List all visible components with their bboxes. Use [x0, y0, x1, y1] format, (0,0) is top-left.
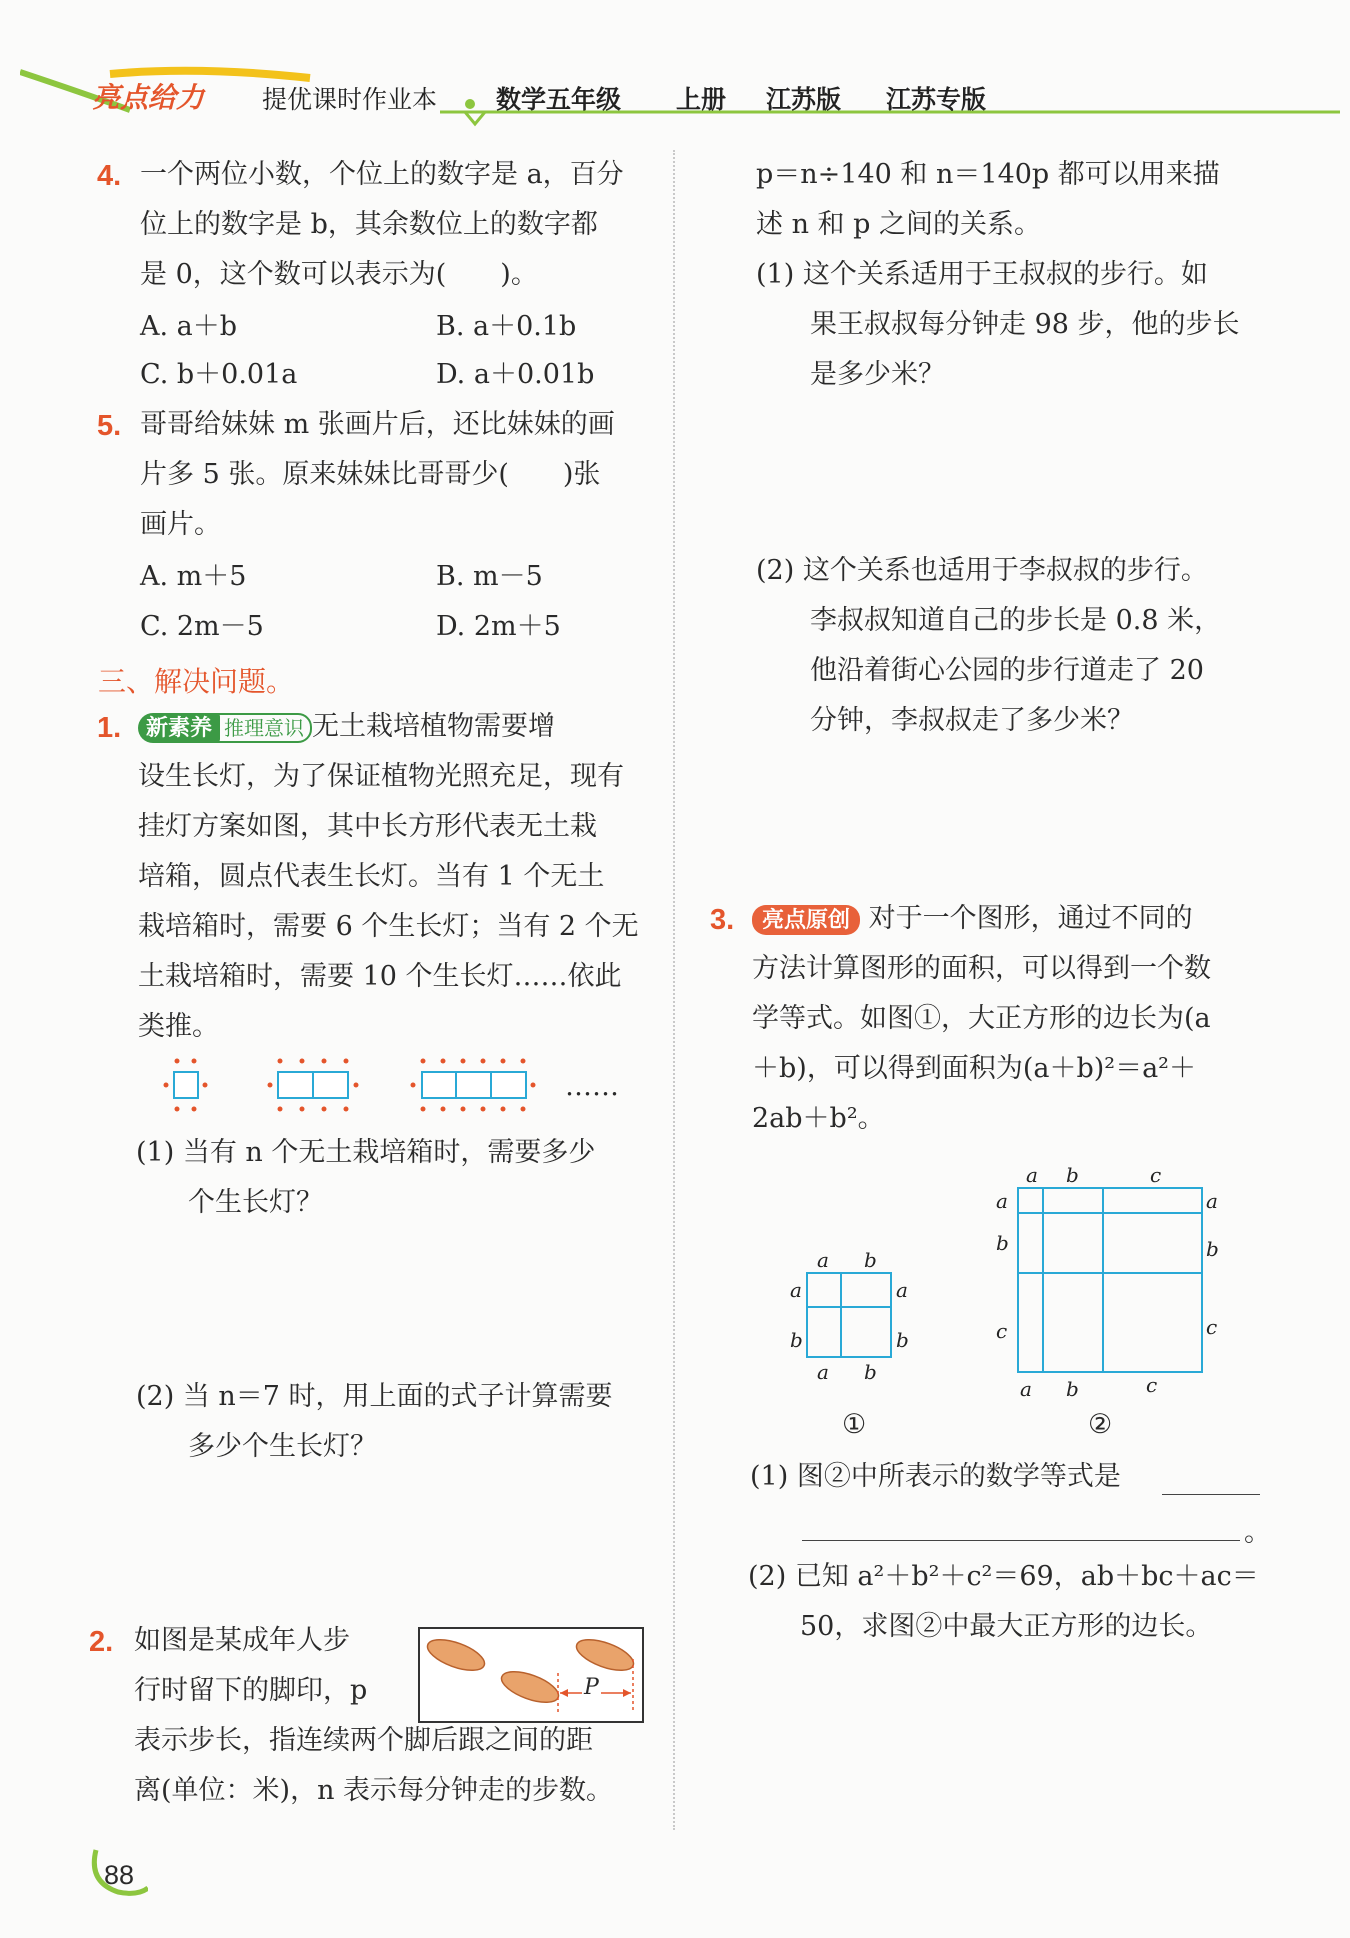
original-tag: 亮点原创 — [752, 905, 860, 935]
text-line: 培箱，圆点代表生长灯。当有 1 个无土 — [138, 861, 605, 892]
text-line: 挂灯方案如图，其中长方形代表无土栽 — [138, 811, 597, 842]
new-literacy-tag: 新素养 — [138, 713, 220, 743]
reasoning-tag: 推理意识 — [216, 713, 312, 743]
svg-text:b: b — [864, 1360, 877, 1384]
svg-text:b: b — [1206, 1237, 1219, 1261]
question-5-number: 5. — [97, 410, 122, 442]
text-line: 分钟，李叔叔走了多少米？ — [810, 705, 1134, 736]
question-4-number: 4. — [97, 160, 122, 192]
svg-text:a: a — [1206, 1189, 1218, 1213]
problem-1-text — [138, 702, 668, 1052]
text-line: 是 0，这个数可以表示为( )。 — [140, 259, 538, 290]
book-title: 提优课时作业本 — [262, 86, 438, 114]
edition-label: 江苏版 — [766, 86, 842, 114]
text-line: ＋b)，可以得到面积为(a＋b)²＝a²＋ — [752, 1053, 1197, 1084]
problem-2-formula-text — [756, 150, 1296, 250]
svg-text:a: a — [1020, 1377, 1032, 1401]
text-line: (2) 当 n＝7 时，用上面的式子计算需要 — [136, 1381, 613, 1412]
problem-2-number: 2. — [89, 1626, 114, 1658]
figure-2-caption: ② — [1088, 1409, 1113, 1440]
square-figure-1 — [780, 1245, 940, 1395]
text-line: 果王叔叔每分钟走 98 步，他的步长 — [810, 309, 1240, 340]
text-line: p＝n÷140 和 n＝140p 都可以用来描 — [756, 159, 1220, 190]
text-line: 离(单位：米)，n 表示每分钟走的步数。 — [134, 1775, 614, 1806]
text-line: 他沿着街心公园的步行道走了 20 — [810, 655, 1204, 686]
problem-3-sub-2 — [748, 1552, 1288, 1652]
problem-2-sub-2 — [756, 546, 1296, 746]
answer-blank-2[interactable] — [802, 1540, 1240, 1541]
text-line: 是多少米？ — [810, 359, 945, 390]
svg-text:c: c — [1150, 1163, 1162, 1187]
problem-3-sub-1: (1) 图②中所表示的数学等式是 — [750, 1461, 1121, 1492]
figure-1-caption: ① — [842, 1409, 867, 1440]
svg-text:b: b — [896, 1328, 909, 1352]
problem-3-text — [752, 894, 1292, 1144]
text-line: 设生长灯，为了保证植物光照充足，现有 — [138, 761, 624, 792]
problem-1-number: 1. — [97, 712, 122, 744]
text-line: (1) 这个关系适用于王叔叔的步行。如 — [756, 259, 1208, 290]
text-line: 片多 5 张。原来妹妹比哥哥少( )张 — [140, 459, 601, 490]
text-line: 多少个生长灯？ — [188, 1431, 377, 1462]
svg-text:c: c — [1206, 1315, 1218, 1339]
svg-text:a: a — [896, 1278, 908, 1302]
q5-option-a[interactable]: A. m＋5 — [140, 561, 247, 592]
text-line: 李叔叔知道自己的步长是 0.8 米， — [810, 605, 1222, 636]
question-5-text — [140, 400, 660, 550]
page-number: 88 — [104, 1860, 135, 1890]
text-line: (2) 这个关系也适用于李叔叔的步行。 — [756, 555, 1208, 586]
growth-lamp-figure — [160, 1055, 630, 1115]
figure-ellipsis: …… — [565, 1071, 619, 1102]
footprint-figure — [418, 1627, 644, 1723]
square-figure-2 — [990, 1160, 1240, 1410]
q4-option-c[interactable]: C. b＋0.01a — [140, 359, 298, 390]
question-4-text — [140, 150, 660, 300]
text-line: 哥哥给妹妹 m 张画片后，还比妹妹的画 — [140, 409, 615, 440]
section-heading: 三、解决问题。 — [98, 666, 295, 697]
problem-1-first-line — [138, 702, 668, 752]
text-line: 个生长灯？ — [188, 1187, 323, 1218]
q5-option-b[interactable]: B. m－5 — [436, 561, 543, 592]
text-line: 如图是某成年人步 — [134, 1625, 350, 1656]
problem-1-sub-1 — [136, 1128, 666, 1228]
svg-text:c: c — [1146, 1373, 1158, 1397]
answer-blank-1[interactable] — [1162, 1494, 1260, 1495]
text-line: 行时留下的脚印，p — [134, 1675, 368, 1706]
q4-option-a[interactable]: A. a＋b — [140, 311, 238, 342]
special-edition-label: 江苏专版 — [886, 86, 987, 114]
svg-text:b: b — [1066, 1377, 1079, 1401]
q5-option-d[interactable]: D. 2m＋5 — [436, 611, 561, 642]
volume-label: 上册 — [676, 86, 727, 114]
text-line: 一个两位小数，个位上的数字是 a，百分 — [140, 159, 624, 190]
q4-option-b[interactable]: B. a＋0.1b — [436, 311, 577, 342]
text-line: 50，求图②中最大正方形的边长。 — [800, 1611, 1213, 1642]
svg-text:a: a — [817, 1248, 829, 1272]
footprint-icon — [424, 1633, 489, 1676]
svg-text:b: b — [864, 1248, 877, 1272]
svg-text:a: a — [817, 1360, 829, 1384]
text-line: 无土栽培植物需要增 — [312, 711, 556, 742]
svg-text:c: c — [996, 1319, 1008, 1343]
text-line: (1) 当有 n 个无土栽培箱时，需要多少 — [136, 1137, 596, 1168]
text-line: 类推。 — [138, 1011, 219, 1042]
sentence-end-mark: 。 — [1244, 1517, 1271, 1548]
svg-text:a: a — [996, 1189, 1008, 1213]
step-length-label: P — [584, 1675, 599, 1700]
footprint-icon — [573, 1633, 638, 1676]
text-line: 方法计算图形的面积，可以得到一个数 — [752, 953, 1211, 984]
svg-text:b: b — [996, 1231, 1009, 1255]
text-line: (2) 已知 a²＋b²＋c²＝69，ab＋bc＋ac＝ — [748, 1561, 1259, 1592]
svg-text:b: b — [790, 1328, 803, 1352]
svg-text:a: a — [1026, 1163, 1038, 1187]
subject-label: 数学五年级 — [496, 86, 622, 114]
problem-3-first-line — [752, 894, 1292, 944]
brand-logo: 亮点给力 — [92, 82, 205, 113]
q4-option-d[interactable]: D. a＋0.01b — [436, 359, 595, 390]
text-line: 画片。 — [140, 509, 221, 540]
svg-text:b: b — [1066, 1163, 1079, 1187]
text-line: 述 n 和 p 之间的关系。 — [756, 209, 1042, 240]
svg-text:a: a — [790, 1278, 802, 1302]
problem-1-sub-2 — [136, 1372, 666, 1472]
text-line: 学等式。如图①，大正方形的边长为(a — [752, 1003, 1211, 1034]
text-line: 土栽培箱时，需要 10 个生长灯……依此 — [138, 961, 622, 992]
text-line: 2ab＋b²。 — [752, 1103, 885, 1134]
text-line: 表示步长，指连续两个脚后跟之间的距 — [134, 1725, 593, 1756]
text-line: 栽培箱时，需要 6 个生长灯；当有 2 个无 — [138, 911, 639, 942]
column-divider — [673, 150, 675, 1830]
text-line: 位上的数字是 b，其余数位上的数字都 — [140, 209, 598, 240]
q5-option-c[interactable]: C. 2m－5 — [140, 611, 264, 642]
text-line: 对于一个图形，通过不同的 — [868, 903, 1193, 934]
problem-2-sub-1 — [756, 250, 1296, 400]
footprint-icon — [498, 1665, 563, 1708]
problem-3-number: 3. — [710, 904, 735, 936]
